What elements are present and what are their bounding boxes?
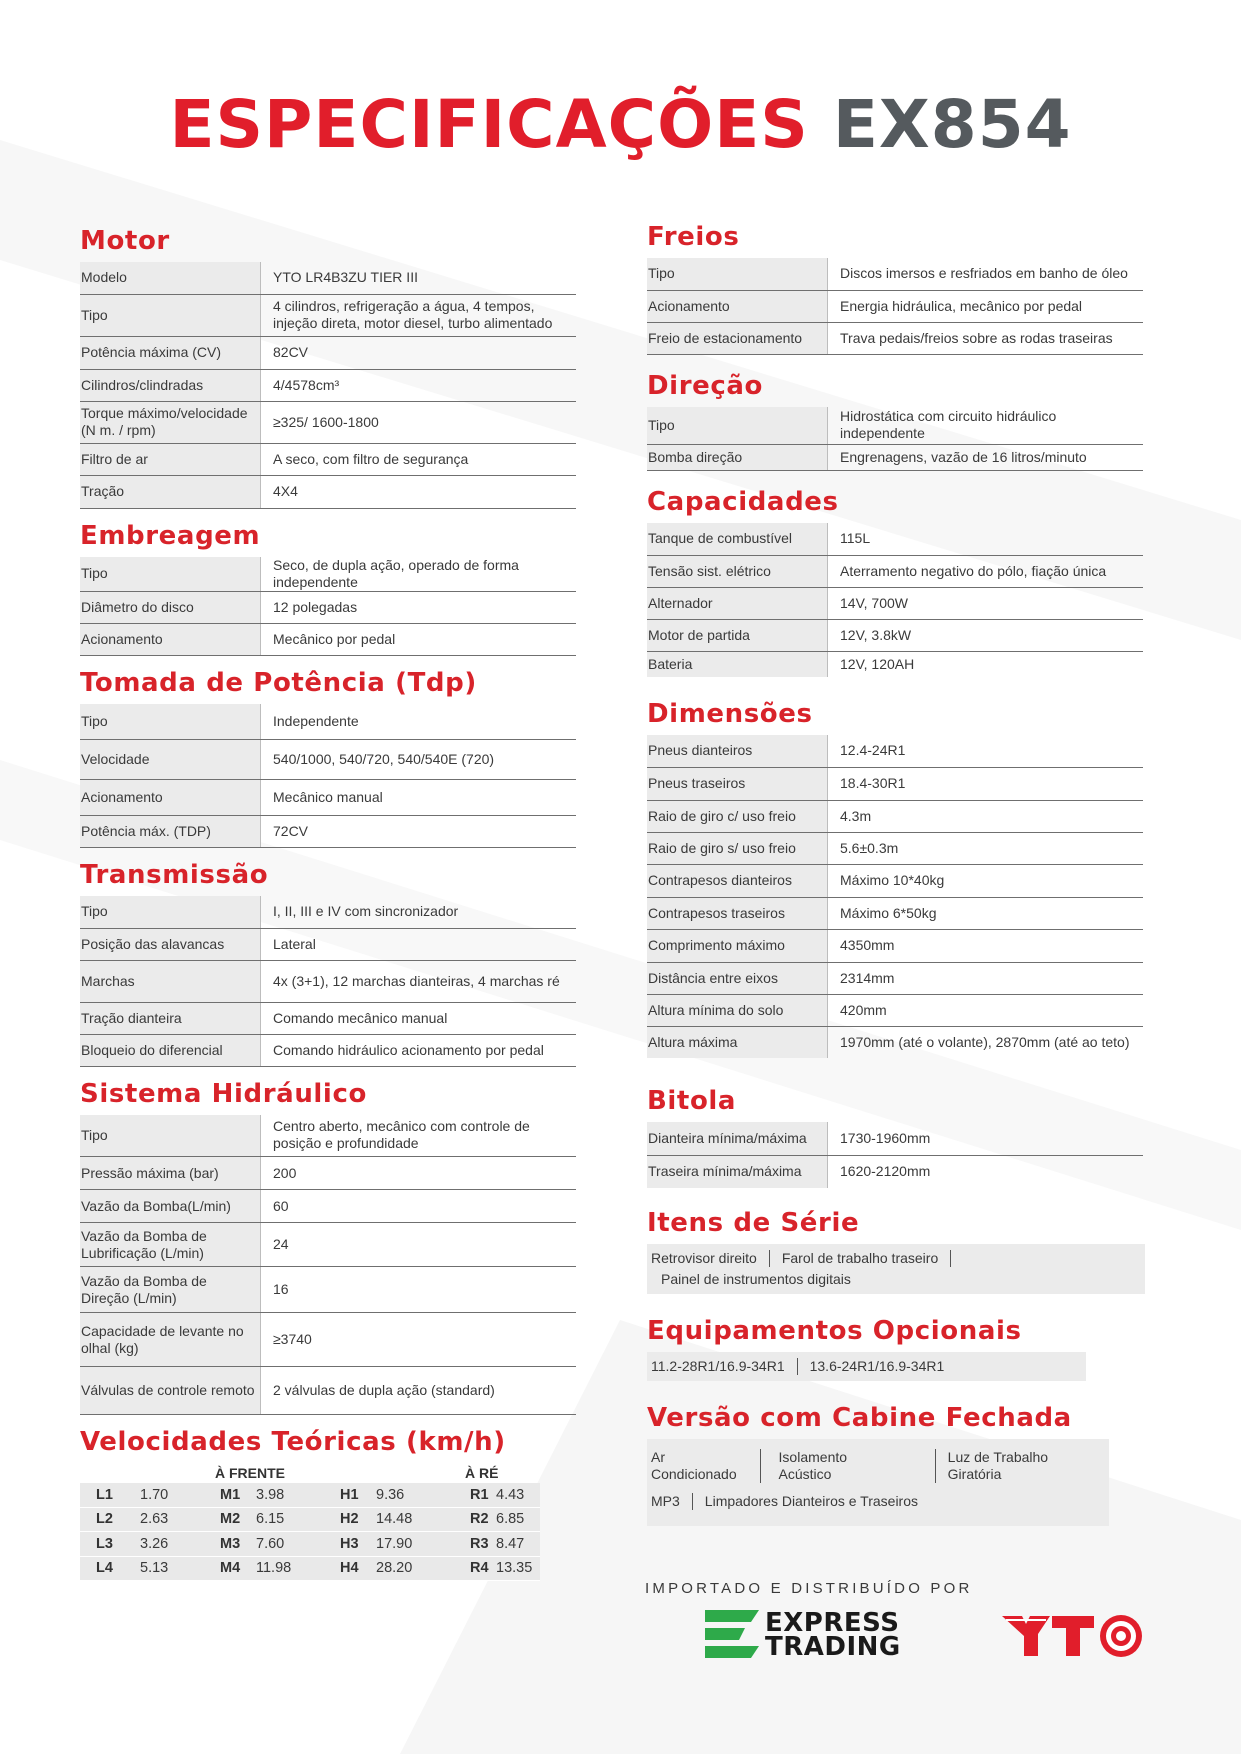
table-motor <box>80 262 576 509</box>
table-row: Vazão da Bomba de Direção (L/min) 16 <box>80 1267 576 1313</box>
section-title-freios: Freios <box>647 222 740 252</box>
section-title-velocidades: Velocidades Teóricas (km/h) <box>80 1427 506 1457</box>
list-item: Luz de Trabalho Giratória <box>947 1449 1049 1482</box>
table-row: Acionamento Energia hidráulica, mecânico por pedal <box>647 290 1143 322</box>
table-embreagem <box>80 557 576 656</box>
table-row: Tanque de combustível 115L <box>647 523 1143 555</box>
section-title-direcao: Direção <box>647 370 763 401</box>
table-row: Tipo Independente <box>80 704 576 740</box>
table-row: Cilindros/clindradas 4/4578cm³ <box>80 369 576 401</box>
table-row: Pressão máxima (bar) 200 <box>80 1157 576 1190</box>
section-title-embreagem: Embreagem <box>80 520 261 551</box>
table-row: L4 5.13 M4 11.98 H4 28.20 R4 13.35 <box>80 1556 540 1581</box>
list-item: Ar Condicionado <box>649 1449 761 1483</box>
list-item: Farol de trabalho traseiro <box>770 1250 951 1267</box>
section-title-dimensoes: Dimensões <box>647 699 813 729</box>
table-transmissao <box>80 896 576 1067</box>
table-row: Motor de partida 12V, 3.8kW <box>647 619 1143 651</box>
itens-serie-list <box>647 1244 1145 1294</box>
footer-label: IMPORTADO E DISTRIBUÍDO POR <box>645 1580 973 1597</box>
page-title <box>0 86 1241 163</box>
table-row: Potência máxima (CV) 82CV <box>80 336 576 369</box>
table-row: Raio de giro s/ uso freio 5.6±0.3m <box>647 832 1143 864</box>
table-row: Torque máximo/velocidade (N m. / rpm) ≥325/ 1600-1800 <box>80 401 576 443</box>
section-title-motor: Motor <box>80 226 170 256</box>
table-tdp <box>80 704 576 849</box>
table-row: Potência máx. (TDP) 72CV <box>80 816 576 848</box>
table-row: Tipo Discos imersos e resfriados em banho de óleo <box>647 258 1143 290</box>
table-row: Tração 4X4 <box>80 475 576 508</box>
table-row: Marchas 4x (3+1), 12 marchas dianteiras, 4 marchas ré <box>80 960 576 1002</box>
table-row: Vazão da Bomba de Lubrificação (L/min) 24 <box>80 1223 576 1267</box>
speeds-header <box>80 1463 540 1483</box>
list-item: 13.6-24R1/16.9-34R1 <box>809 1358 945 1374</box>
list-item: MP3 <box>649 1493 693 1510</box>
table-row: Comprimento máximo 4350mm <box>647 929 1143 962</box>
left-column <box>80 228 578 1581</box>
table-row: Tração dianteira Comando mecânico manual <box>80 1002 576 1034</box>
express-trading-logo <box>705 1608 915 1660</box>
table-row: Contrapesos traseiros Máximo 6*50kg <box>647 897 1143 929</box>
table-velocidades <box>80 1483 540 1581</box>
table-row: Dianteira mínima/máxima 1730-1960mm <box>647 1122 1143 1155</box>
section-title-opcionais: Equipamentos Opcionais <box>647 1316 1022 1346</box>
section-title-bitola: Bitola <box>647 1086 737 1116</box>
table-row: Bateria 12V, 120AH <box>647 651 1143 677</box>
table-row: Posição das alavancas Lateral <box>80 928 576 960</box>
table-row: Diâmetro do disco 12 polegadas <box>80 591 576 623</box>
table-direcao <box>647 407 1143 472</box>
yto-logo <box>1000 1612 1145 1660</box>
table-row: Distância entre eixos 2314mm <box>647 962 1143 994</box>
table-row: Capacidade de levante no olhal (kg) ≥3740 <box>80 1313 576 1367</box>
speeds-frente-label: À FRENTE <box>215 1465 285 1481</box>
table-row: Bloqueio do diferencial Comando hidráulico acionamento por pedal <box>80 1034 576 1066</box>
cabine-list <box>647 1439 1109 1526</box>
table-dimensoes <box>647 735 1143 1058</box>
table-row: Velocidade 540/1000, 540/720, 540/540E (720) <box>80 740 576 780</box>
title-part1: ESPECIFICAÇÕES <box>169 86 809 163</box>
yto-logo-icon <box>1000 1612 1145 1660</box>
list-item: Isolamento Acústico <box>761 1449 936 1483</box>
table-row: Acionamento Mecânico por pedal <box>80 623 576 655</box>
table-row: Contrapesos dianteiros Máximo 10*40kg <box>647 864 1143 897</box>
table-row: Traseira mínima/máxima 1620-2120mm <box>647 1155 1143 1188</box>
table-row: Tipo 4 cilindros, refrigeração a água, 4 tempos, injeção direta, motor diesel, turbo alimentado <box>80 294 576 336</box>
table-row: Válvulas de controle remoto 2 válvulas de dupla ação (standard) <box>80 1367 576 1415</box>
table-bitola <box>647 1122 1143 1188</box>
table-row: Alternador 14V, 700W <box>647 587 1143 619</box>
section-title-cabine: Versão com Cabine Fechada <box>647 1403 1072 1433</box>
list-item: Painel de instrumentos digitais <box>661 1271 851 1287</box>
table-row: Freio de estacionamento Trava pedais/freios sobre as rodas traseiras <box>647 322 1143 354</box>
table-row: L2 2.63 M2 6.15 H2 14.48 R2 6.85 <box>80 1507 540 1532</box>
table-row: Raio de giro c/ uso freio 4.3m <box>647 800 1143 832</box>
title-part2: EX854 <box>832 86 1072 163</box>
section-title-capacidades: Capacidades <box>647 487 839 517</box>
table-row: Altura máxima 1970mm (até o volante), 2870mm (até ao teto) <box>647 1026 1143 1058</box>
opcionais-list <box>647 1352 1086 1381</box>
table-freios <box>647 258 1143 355</box>
table-row: Altura mínima do solo 420mm <box>647 994 1143 1026</box>
table-row: Acionamento Mecânico manual <box>80 780 576 816</box>
table-row: L3 3.26 M3 7.60 H3 17.90 R3 8.47 <box>80 1532 540 1557</box>
section-title-hidraulico: Sistema Hidráulico <box>80 1078 367 1109</box>
list-item: Retrovisor direito <box>649 1250 770 1267</box>
section-title-itens-serie: Itens de Série <box>647 1208 860 1238</box>
table-row: Tipo Seco, de dupla ação, operado de forma independente <box>80 557 576 592</box>
table-row: Pneus dianteiros 12.4-24R1 <box>647 735 1143 767</box>
table-row: Vazão da Bomba(L/min) 60 <box>80 1190 576 1223</box>
table-row: Modelo YTO LR4B3ZU TIER III <box>80 262 576 294</box>
list-item: Limpadores Dianteiros e Traseiros <box>704 1493 919 1509</box>
table-capacidades <box>647 523 1143 677</box>
table-row: L1 1.70 M1 3.98 H1 9.36 R1 4.43 <box>80 1483 540 1507</box>
table-row: Filtro de ar A seco, com filtro de segurança <box>80 443 576 475</box>
table-row: Bomba direção Engrenagens, vazão de 16 litros/minuto <box>647 445 1143 471</box>
table-hidraulico <box>80 1115 576 1416</box>
table-row: Tensão sist. elétrico Aterramento negativo do pólo, fiação única <box>647 555 1143 587</box>
logo-text-trading: TRADING <box>765 1632 901 1662</box>
table-row: Pneus traseiros 18.4-30R1 <box>647 767 1143 800</box>
logo-text-express: EXPRESS <box>765 1608 900 1638</box>
table-row: Tipo Centro aberto, mecânico com controle de posição e profundidade <box>80 1115 576 1157</box>
speeds-re-label: À RÉ <box>465 1465 499 1481</box>
table-row: Tipo Hidrostática com circuito hidráulico independente <box>647 407 1143 445</box>
right-column <box>647 224 1145 1526</box>
express-trading-logo-icon <box>705 1610 759 1658</box>
table-row: Tipo I, II, III e IV com sincronizador <box>80 896 576 928</box>
section-title-tdp: Tomada de Potência (Tdp) <box>80 667 477 698</box>
section-title-transmissao: Transmissão <box>80 860 269 890</box>
list-item: 11.2-28R1/16.9-34R1 <box>649 1358 798 1375</box>
